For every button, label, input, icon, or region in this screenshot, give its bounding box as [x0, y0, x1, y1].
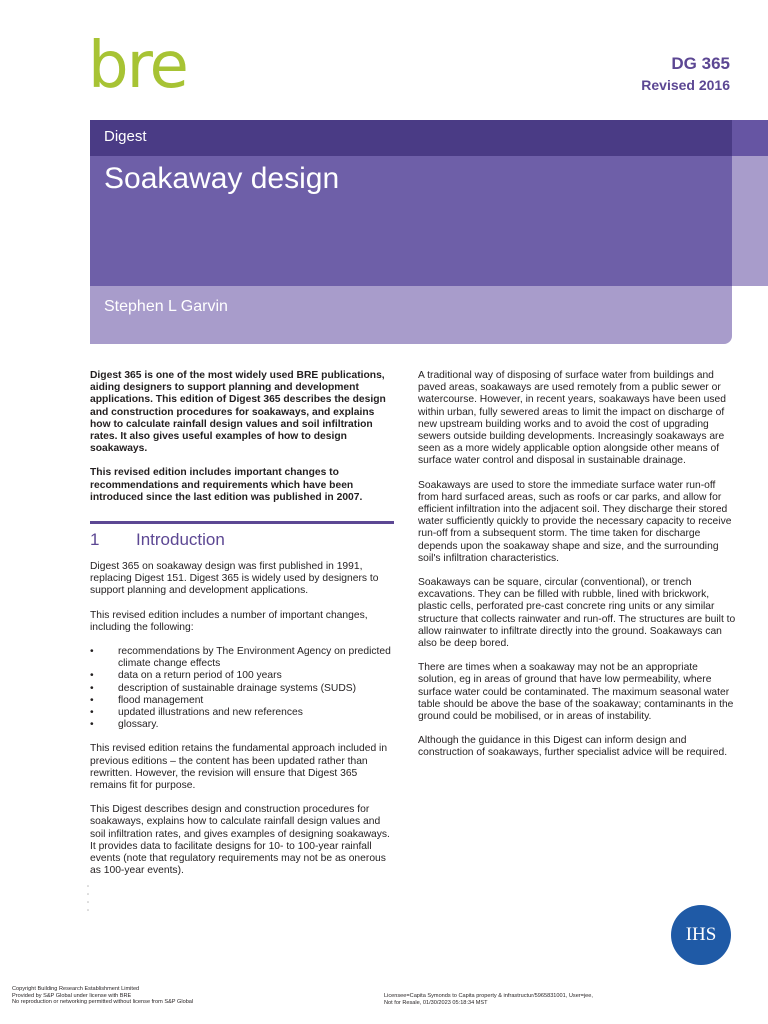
- footer-line: Not for Resale, 01/30/2023 05:18:34 MST: [384, 999, 488, 1006]
- footer-license: [384, 993, 593, 1006]
- banner-accent-middle: [732, 156, 768, 286]
- list-item-text: recommendations by The Environment Agency on predicted climate change effects: [118, 646, 391, 670]
- list-item: [90, 707, 394, 719]
- footer-copyright: [12, 986, 193, 1006]
- summary-paragraph-2: This revised edition includes important changes to recommendations and requirements which have been introduced since the last edition was published in 2007.: [90, 467, 363, 503]
- footer-line: Licensee=Capita Symonds to Capita property & infrastructur/5965831001, User=jee,: [384, 993, 593, 999]
- bullet-icon: •: [90, 682, 94, 694]
- author-name: Stephen L Garvin: [104, 298, 228, 315]
- body-paragraph-3: Soakaways can be square, circular (conventional), or trench excavations. They can be filled with rubble, lined with brickwork, plastic cells, perforated pre-cast concrete ring units or any similar structure that collects rainwater and run-off. The structures are built to allow rainwater to infiltrate directly into the ground. Soakaways can also be deep bored.: [418, 577, 736, 650]
- footer-line: Copyright Building Research Establishment Limited: [12, 986, 140, 992]
- summary-paragraph-1: Digest 365 is one of the most widely used BRE publications, aiding designers to support planning and development applications. This edition of Digest 365 describes the design and construction procedures for soakaways, and explains how to calculate rainfall design values and soil infiltration rates. It also gives useful examples of how to design soakaways.: [90, 370, 386, 455]
- section-divider: [90, 521, 394, 524]
- body-paragraph-1: A traditional way of disposing of surface water from buildings and paved areas, soakaways are used remotely from a public sewer or watercourse. However, in recent years, soakaways have been used within urban, fully sewered areas to limit the impact on discharge of new upstream building works and to avoid the cost of upgrading sewers outside building developments. Increasingly soakaways are seen as a more widely applicable option alongside other means of surface water control and disposal in sustainable drainage.: [418, 370, 726, 467]
- bre-logo: bre: [88, 29, 187, 103]
- section-number: 1: [90, 530, 100, 550]
- bullet-icon: •: [90, 646, 94, 658]
- footer-line: Provided by S&P Global under license with BRE: [12, 992, 132, 999]
- bullet-icon: •: [90, 670, 94, 682]
- bullet-icon: •: [90, 707, 94, 719]
- list-item-text: data on a return period of 100 years: [118, 670, 282, 682]
- list-item: [90, 695, 394, 707]
- banner-accent-top: [732, 120, 768, 156]
- section-title: Introduction: [136, 530, 225, 550]
- section-heading: [90, 529, 394, 551]
- bullet-icon: •: [90, 719, 94, 731]
- series-label: Digest: [104, 128, 147, 145]
- intro-paragraph-1: Digest 365 on soakaway design was first published in 1991, replacing Digest 151. Digest 365 is widely used by designers to support planning and development applications.: [90, 561, 379, 597]
- changes-list: [90, 646, 394, 731]
- list-item: [90, 683, 394, 695]
- list-item: [90, 670, 394, 682]
- author-banner: [90, 286, 732, 344]
- list-item-text: description of sustainable drainage systems (SUDS): [118, 682, 357, 694]
- doc-revision: Revised 2016: [641, 77, 730, 93]
- list-item-text: updated illustrations and new references: [118, 707, 303, 719]
- intro-paragraph-3: This revised edition retains the fundamental approach included in previous editions – the content has been updated rather than rewritten. However, the revision will ensure that Digest 365 remains fit for purpose.: [90, 743, 388, 792]
- left-column: [90, 370, 394, 890]
- intro-paragraph-2: This revised edition includes a number of important changes, including the following:: [90, 609, 368, 633]
- margin-dots: [84, 880, 92, 920]
- document-id: [641, 53, 730, 94]
- bullet-icon: •: [90, 694, 94, 706]
- series-banner: [90, 120, 732, 156]
- list-item-text: glossary.: [118, 719, 159, 731]
- ihs-logo-icon: [671, 905, 731, 965]
- title-banner: [90, 156, 732, 286]
- doc-code: DG 365: [671, 54, 730, 73]
- right-column: [418, 370, 738, 772]
- intro-paragraph-4: This Digest describes design and construction procedures for soakaways, explains how to calculate rainfall design values and soil infiltration rates, and gives examples of designing soakaways. It provides data to facilitate designs for 10- to 100-year rainfall events (note that regulatory requirements may not be as onerous as 100-year events).: [90, 804, 390, 877]
- ihs-logo-label: IHS: [685, 924, 717, 945]
- footer-line: No reproduction or networking permitted without license from S&P Global: [12, 999, 194, 1006]
- list-item: [90, 719, 394, 731]
- page-title: Soakaway design: [104, 162, 340, 195]
- body-paragraph-2: Soakaways are used to store the immediate surface water run-off from hard surfaced areas, such as roofs or car parks, and allow for efficient infiltration into the adjacent soil. They discharge their stored water sufficiently quickly to provide the necessary capacity to receive run-off from a subsequent storm. The time taken for discharge depends upon the soakaway shape and size, and the surrounding soil's infiltration characteristics.: [418, 479, 732, 564]
- body-paragraph-5: Although the guidance in this Digest can inform design and construction of soakaways, further specialist advice will be required.: [418, 735, 728, 759]
- body-paragraph-4: There are times when a soakaway may not be an appropriate solution, eg in areas of ground that have low permeability, where surface water could be contaminated. The maximum seasonal water table should be above the base of the soakaway; contaminants in the ground could be mobilised, or in areas of instability.: [418, 662, 734, 723]
- list-item-text: flood management: [118, 694, 204, 706]
- list-item: [90, 646, 394, 670]
